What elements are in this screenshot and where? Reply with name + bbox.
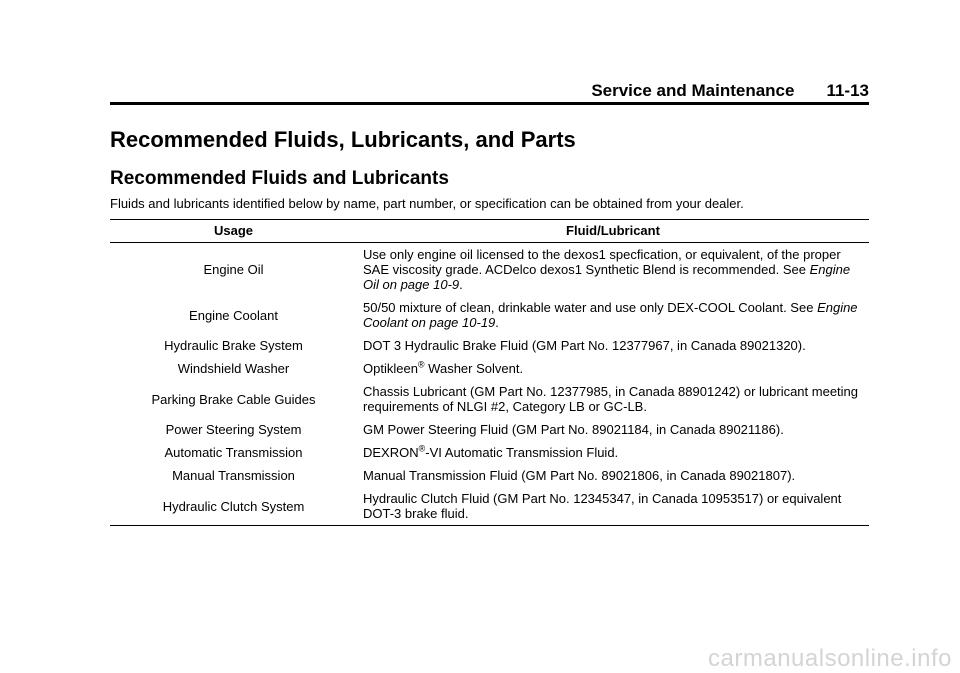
usage-cell: Parking Brake Cable Guides xyxy=(151,391,316,407)
table-row xyxy=(110,357,869,380)
usage-cell: Power Steering System xyxy=(165,422,302,437)
fluid-tail: . xyxy=(495,315,499,330)
usage-cell: Windshield Washer xyxy=(177,361,290,376)
usage-cell: Manual Transmission xyxy=(172,468,295,483)
fluid-cell xyxy=(357,357,869,380)
fluid-text: 50/50 mixture of clean, drinkable water and use only DEX-COOL Coolant. See xyxy=(363,300,814,315)
fluid-cell: Manual Transmission Fluid (GM Part No. 89021806, in Canada 89021807). xyxy=(363,468,796,483)
table-row xyxy=(110,243,869,297)
page-reference-link[interactable]: Engine Oil on page 10-9 xyxy=(363,262,851,292)
fluid-text: Optikleen xyxy=(363,361,418,376)
section-subheading: Recommended Fluids and Lubricants xyxy=(110,168,449,189)
table-header-row xyxy=(110,220,869,243)
table-row xyxy=(110,418,869,441)
fluid-cell: Chassis Lubricant (GM Part No. 12377985, in Canada 88901242) or lubricant meeting requirements of NLGI #2, Category LB or GC-LB. xyxy=(363,384,859,414)
intro-paragraph: Fluids and lubricants identified below by name, part number, or specification can be obtained from your dealer. xyxy=(110,196,744,211)
fluid-cell xyxy=(357,441,869,464)
fluid-text: -VI Automatic Transmission Fluid. xyxy=(425,445,619,460)
page-heading: Recommended Fluids, Lubricants, and Parts xyxy=(110,127,576,152)
fluid-text: Washer Solvent. xyxy=(424,361,524,376)
column-header-fluid: Fluid/Lubricant xyxy=(357,220,869,243)
fluid-text: Use only engine oil licensed to the dexos1 specfication, or equivalent, of the proper SAE viscosity grade. ACDelco dexos1 Synthetic Blend is recommended. See xyxy=(363,247,841,277)
page-header xyxy=(110,81,869,101)
header-rule xyxy=(110,102,869,105)
page-reference-link[interactable]: Engine Coolant on page 10-19 xyxy=(363,300,858,330)
usage-cell: Hydraulic Clutch System xyxy=(110,487,357,526)
fluid-cell xyxy=(357,296,869,334)
fluid-text: DEXRON xyxy=(363,445,419,460)
fluids-table xyxy=(110,219,869,526)
watermark: carmanualsonline.info xyxy=(708,645,952,672)
usage-cell: Automatic Transmission xyxy=(164,445,303,460)
table-row xyxy=(110,380,869,418)
page-number: 11-13 xyxy=(826,81,869,100)
fluid-cell xyxy=(357,243,869,297)
table-row xyxy=(110,296,869,334)
fluid-cell: DOT 3 Hydraulic Brake Fluid (GM Part No. 12377967, in Canada 89021320). xyxy=(363,338,806,353)
table-row xyxy=(110,464,869,487)
table-row xyxy=(110,334,869,357)
registered-mark: ® xyxy=(417,359,425,370)
usage-cell: Engine Coolant xyxy=(189,307,278,323)
fluid-tail: . xyxy=(459,277,463,292)
table-row xyxy=(110,441,869,464)
usage-cell: Engine Oil xyxy=(203,262,264,277)
fluid-cell: GM Power Steering Fluid (GM Part No. 89021184, in Canada 89021186). xyxy=(363,422,784,437)
fluid-cell: Hydraulic Clutch Fluid (GM Part No. 12345347, in Canada 10953517) or equivalent DOT-3 brake fluid. xyxy=(357,487,869,526)
usage-cell: Hydraulic Brake System xyxy=(164,338,303,353)
section-title: Service and Maintenance xyxy=(591,81,795,100)
column-header-usage: Usage xyxy=(110,220,357,243)
registered-mark: ® xyxy=(418,443,426,454)
table-row xyxy=(110,487,869,526)
